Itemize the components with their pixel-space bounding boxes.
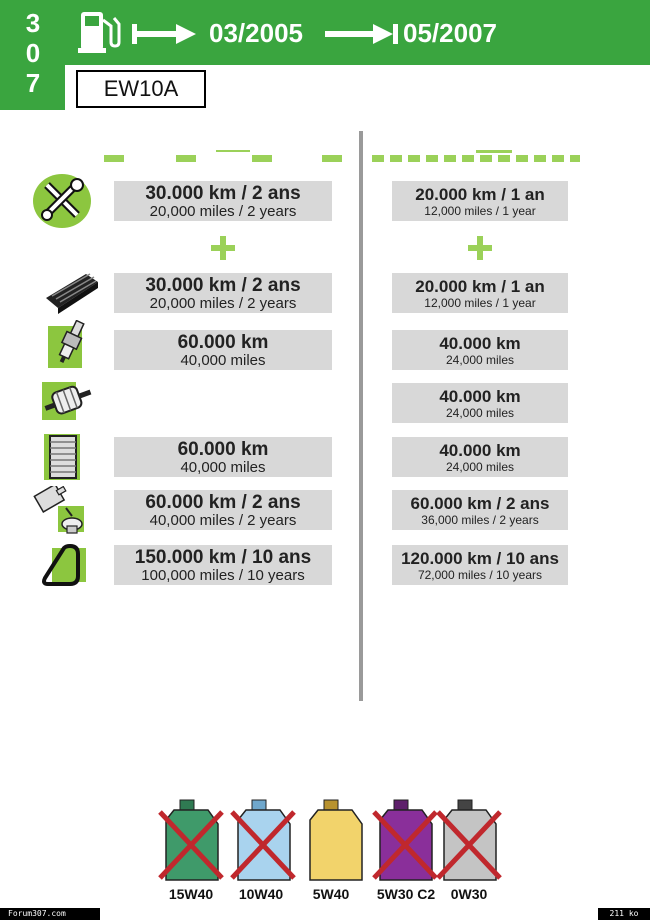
interval-cell-severe bbox=[392, 545, 568, 585]
date-to-arrow-icon bbox=[325, 20, 400, 50]
column-divider bbox=[359, 131, 363, 701]
source-watermark: Forum307.com bbox=[0, 908, 100, 920]
model-digit: 0 bbox=[25, 38, 41, 68]
oil-grade-label: 10W40 bbox=[238, 886, 284, 902]
interval-km: 20.000 km / 1 an bbox=[415, 185, 545, 204]
interval-cell-severe bbox=[392, 273, 568, 313]
interval-km: 40.000 km bbox=[439, 441, 521, 460]
oil-can-5w30-c2-icon bbox=[372, 798, 438, 882]
interval-cell-normal bbox=[114, 181, 332, 221]
interval-cell-severe bbox=[392, 437, 568, 477]
interval-km: 60.000 km bbox=[177, 332, 269, 353]
interval-cell-normal bbox=[114, 330, 332, 370]
interval-cell-severe bbox=[392, 181, 568, 221]
interval-miles: 36,000 miles / 2 years bbox=[421, 513, 539, 527]
interval-miles: 12,000 miles / 1 year bbox=[424, 296, 536, 310]
oil-grade-label: 5W40 bbox=[312, 886, 350, 902]
interval-cell-normal bbox=[114, 545, 332, 585]
severe-driving-indicator bbox=[372, 150, 582, 184]
cabin-filter-icon bbox=[44, 432, 84, 482]
interval-miles: 72,000 miles / 10 years bbox=[417, 568, 543, 582]
interval-km: 120.000 km / 10 ans bbox=[401, 549, 559, 568]
oil-can-5w40-icon bbox=[302, 798, 368, 882]
normal-driving-indicator bbox=[104, 150, 344, 184]
interval-cell-normal bbox=[114, 437, 332, 477]
air-filter-icon bbox=[44, 266, 100, 316]
car-icon bbox=[216, 150, 250, 152]
interval-miles: 20,000 miles / 2 years bbox=[149, 203, 297, 220]
interval-km: 40.000 km bbox=[439, 334, 521, 353]
spark-plug-icon bbox=[48, 320, 92, 370]
plus-icon bbox=[468, 236, 492, 260]
oil-grade-label: 0W30 bbox=[450, 886, 488, 902]
truck-icon bbox=[476, 150, 512, 153]
interval-km: 60.000 km bbox=[177, 439, 269, 460]
oil-can-15w40-icon bbox=[158, 798, 224, 882]
engine-code: EW10A bbox=[76, 70, 206, 108]
oil-grade-label: 5W30 C2 bbox=[376, 886, 436, 902]
interval-miles: 100,000 miles / 10 years bbox=[141, 567, 305, 584]
interval-miles: 24,000 miles bbox=[445, 353, 515, 367]
file-size: 211 ko bbox=[598, 908, 650, 920]
interval-cell-normal bbox=[114, 490, 332, 530]
interval-km: 40.000 km bbox=[439, 387, 521, 406]
oil-grade-label: 15W40 bbox=[168, 886, 214, 902]
interval-km: 30.000 km / 2 ans bbox=[145, 275, 301, 296]
brake-fluid-icon bbox=[32, 486, 86, 534]
interval-cell-severe bbox=[392, 383, 568, 423]
accessory-belt-icon bbox=[42, 542, 88, 588]
model-number bbox=[22, 8, 44, 98]
interval-km: 30.000 km / 2 ans bbox=[145, 183, 301, 204]
date-from-arrow-icon bbox=[130, 20, 200, 50]
date-from: 03/2005 bbox=[209, 18, 303, 48]
interval-miles: 40,000 miles bbox=[180, 352, 266, 369]
interval-cell-severe bbox=[392, 330, 568, 370]
fuel-pump-icon bbox=[78, 10, 124, 56]
model-digit: 3 bbox=[25, 8, 41, 38]
interval-miles: 40,000 miles / 2 years bbox=[149, 512, 297, 529]
interval-miles: 24,000 miles bbox=[445, 406, 515, 420]
tools-icon bbox=[32, 173, 92, 229]
interval-km: 150.000 km / 10 ans bbox=[134, 547, 312, 568]
interval-miles: 40,000 miles bbox=[180, 459, 266, 476]
oil-can-0w30-icon bbox=[436, 798, 502, 882]
interval-miles: 12,000 miles / 1 year bbox=[424, 204, 536, 218]
fuel-filter-icon bbox=[40, 376, 100, 424]
interval-km: 60.000 km / 2 ans bbox=[145, 492, 301, 513]
date-to: 05/2007 bbox=[403, 18, 497, 48]
interval-miles: 24,000 miles bbox=[445, 460, 515, 474]
interval-km: 60.000 km / 2 ans bbox=[410, 494, 550, 513]
plus-icon bbox=[211, 236, 235, 260]
oil-can-10w40-icon bbox=[230, 798, 296, 882]
interval-cell-normal bbox=[114, 273, 332, 313]
interval-km: 20.000 km / 1 an bbox=[415, 277, 545, 296]
interval-cell-severe bbox=[392, 490, 568, 530]
interval-miles: 20,000 miles / 2 years bbox=[149, 295, 297, 312]
model-digit: 7 bbox=[25, 68, 41, 98]
